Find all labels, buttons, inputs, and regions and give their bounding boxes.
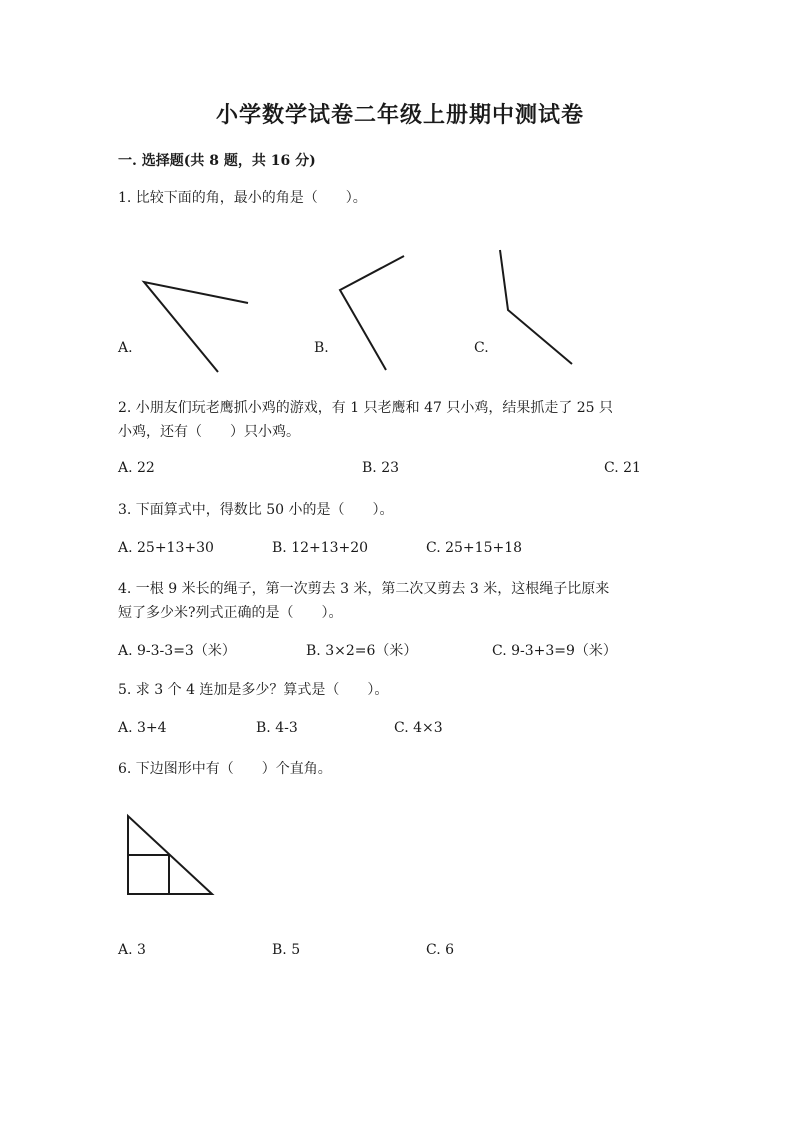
question-4-line-2: 短了多少米?列式正确的是（ ）。 [118, 605, 343, 621]
question-3-text: 3. 下面算式中，得数比 50 小的是（ ）。 [118, 502, 394, 518]
question-2-line-1: 2. 小朋友们玩老鹰抓小鸡的游戏，有 1 只老鹰和 47 只小鸡，结果抓走了 25 只 [118, 400, 614, 416]
question-4-line-1: 4. 一根 9 米长的绳子，第一次剪去 3 米，第二次又剪去 3 米，这根绳子比原来 [118, 581, 610, 597]
angle-figure-a [140, 276, 254, 376]
question-1-option-a: A. [118, 340, 133, 356]
angle-c-lines [500, 250, 572, 364]
question-3-option-b: B. 12+13+20 [272, 540, 369, 556]
angle-figure-c [496, 246, 578, 368]
question-4-option-a: A. 9-3-3=3（米） [118, 643, 236, 659]
question-4-option-c: C. 9-3+3=9（米） [492, 643, 617, 659]
question-6-text: 6. 下边图形中有（ ）个直角。 [118, 761, 332, 777]
page-title: 小学数学试卷二年级上册期中测试卷 [215, 102, 584, 128]
question-3-option-c: C. 25+15+18 [426, 540, 523, 556]
question-2-option-c: C. 21 [604, 460, 641, 476]
section-heading-choice: 一. 选择题(共 8 题，共 16 分) [118, 153, 316, 169]
question-2-option-b: B. 23 [362, 460, 400, 476]
question-6-option-a: A. 3 [118, 942, 146, 958]
angle-b-lines [340, 256, 404, 370]
question-2-option-a: A. 22 [118, 460, 155, 476]
question-5-text: 5. 求 3 个 4 连加是多少？算式是（ ）。 [118, 682, 389, 698]
question-5-option-a: A. 3+4 [118, 720, 167, 736]
question-2-line-2: 小鸡，还有（ ）只小鸡。 [118, 424, 300, 440]
angle-figure-b [336, 252, 410, 374]
question-5-option-c: C. 4×3 [394, 720, 443, 736]
question-4-option-b: B. 3×2=6（米） [306, 643, 418, 659]
question-1-option-c: C. [474, 340, 489, 356]
question-6-option-c: C. 6 [426, 942, 455, 958]
question-6-option-b: B. 5 [272, 942, 301, 958]
angle-a-lines [144, 282, 248, 372]
right-triangle-figure [124, 812, 216, 898]
question-5-option-b: B. 4-3 [256, 720, 298, 736]
question-3-option-a: A. 25+13+30 [118, 540, 214, 556]
question-1-text: 1. 比较下面的角，最小的角是（ ）。 [118, 190, 367, 206]
question-1-option-b: B. [314, 340, 329, 356]
